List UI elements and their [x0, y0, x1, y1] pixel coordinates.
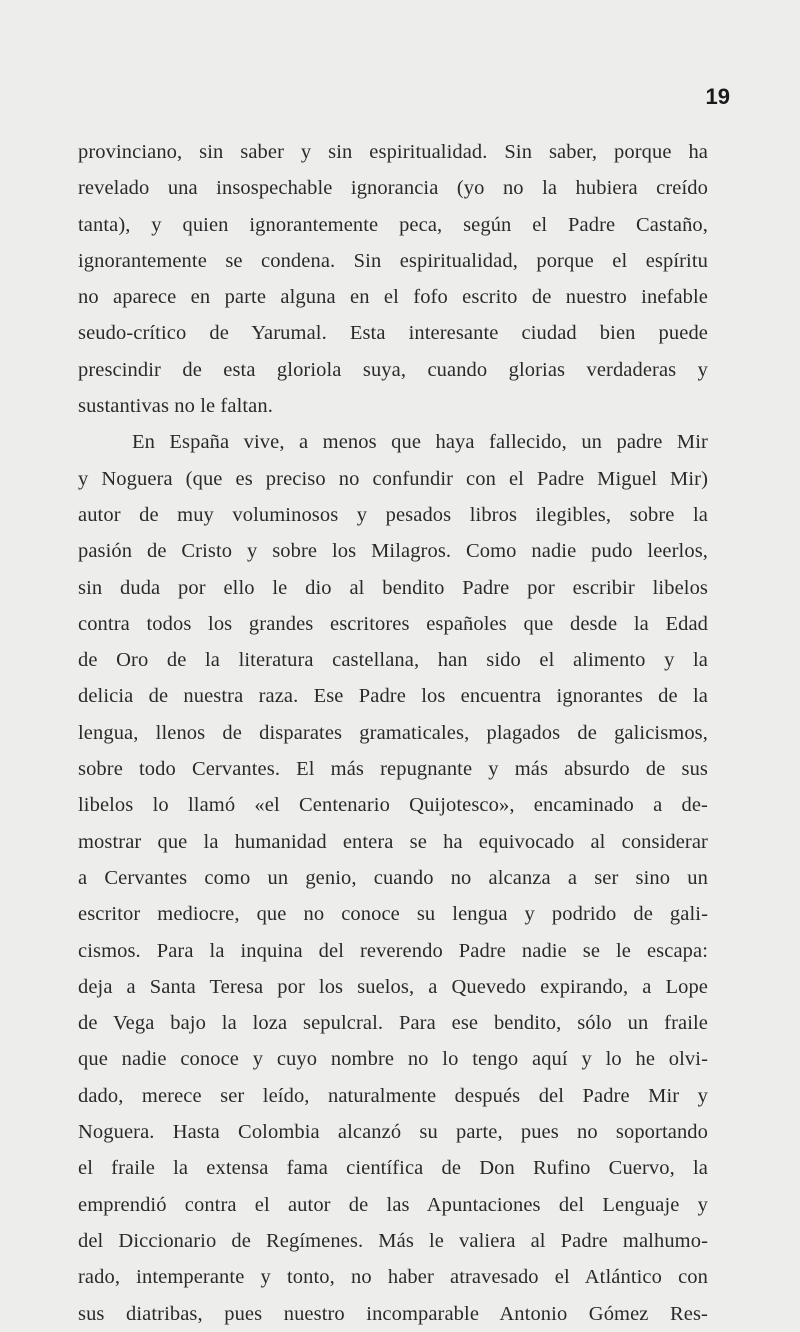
text-line: escritor mediocre, que no conoce su lengua y podrido de gali-	[78, 903, 708, 926]
text-line: Noguera. Hasta Colombia alcanzó su parte, pues no soportando	[78, 1121, 708, 1144]
text-line: provinciano, sin saber y sin espiritualidad. Sin saber, porque ha	[78, 141, 708, 163]
text-line: mostrar que la humanidad entera se ha equivocado al considerar	[78, 830, 708, 853]
text-line: autor de muy voluminosos y pesados libros ilegibles, sobre la	[78, 503, 708, 526]
text-line: seudo-crítico de Yarumal. Esta interesante ciudad bien puede	[78, 322, 708, 345]
text-line: del Diccionario de Regímenes. Más le valiera al Padre malhumo-	[78, 1229, 708, 1252]
text-line: rado, intemperante y tonto, no haber atravesado el Atlántico con	[78, 1266, 708, 1289]
text-line: revelado una insospechable ignorancia (yo no la hubiera creído	[78, 177, 708, 200]
text-line: sin duda por ello le dio al bendito Padre por escribir libelos	[78, 576, 708, 599]
text-line: contra todos los grandes escritores españoles que desde la Edad	[78, 612, 708, 635]
text-line: tanta), y quien ignorantemente peca, según el Padre Castaño,	[78, 213, 708, 236]
text-line: pasión de Cristo y sobre los Milagros. Como nadie pudo leerlos,	[78, 540, 708, 563]
text-line: prescindir de esta gloriola suya, cuando glorias verdaderas y	[78, 358, 708, 381]
text-line: dado, merece ser leído, naturalmente después del Padre Mir y	[78, 1084, 708, 1107]
text-line: deja a Santa Teresa por los suelos, a Quevedo expirando, a Lope	[78, 975, 708, 998]
text-line: lengua, llenos de disparates gramaticales, plagados de galicismos,	[78, 721, 708, 744]
text-line: emprendió contra el autor de las Apuntaciones del Lenguaje y	[78, 1193, 708, 1216]
text-line: de Oro de la literatura castellana, han sido el alimento y la	[78, 649, 708, 672]
text-line: delicia de nuestra raza. Ese Padre los encuentra ignorantes de la	[78, 685, 708, 708]
text-line: En España vive, a menos que haya fallecido, un padre Mir	[132, 431, 708, 454]
text-line: libelos lo llamó «el Centenario Quijotesco», encaminado a de-	[78, 794, 708, 817]
text-line: a Cervantes como un genio, cuando no alcanza a ser sino un	[78, 866, 708, 889]
text-line: el fraile la extensa fama científica de Don Rufino Cuervo, la	[78, 1157, 708, 1180]
text-line: ignorantemente se condena. Sin espiritualidad, porque el espíritu	[78, 249, 708, 272]
text-line: sustantivas no le faltan.	[78, 395, 273, 418]
text-line: de Vega bajo la loza sepulcral. Para ese bendito, sólo un fraile	[78, 1012, 708, 1035]
text-line: no aparece en parte alguna en el fofo escrito de nuestro inefable	[78, 286, 708, 309]
page-number: 19	[705, 84, 730, 109]
text-line: y Noguera (que es preciso no confundir con el Padre Miguel Mir)	[78, 467, 708, 490]
text-line: sobre todo Cervantes. El más repugnante y más absurdo de sus	[78, 758, 708, 781]
text-line: que nadie conoce y cuyo nombre no lo tengo aquí y lo he olvi-	[78, 1048, 708, 1071]
text-line: cismos. Para la inquina del reverendo Padre nadie se le escapa:	[78, 939, 708, 962]
text-line: sus diatribas, pues nuestro incomparable Antonio Gómez Res-	[78, 1302, 708, 1325]
body-text	[78, 134, 708, 1332]
